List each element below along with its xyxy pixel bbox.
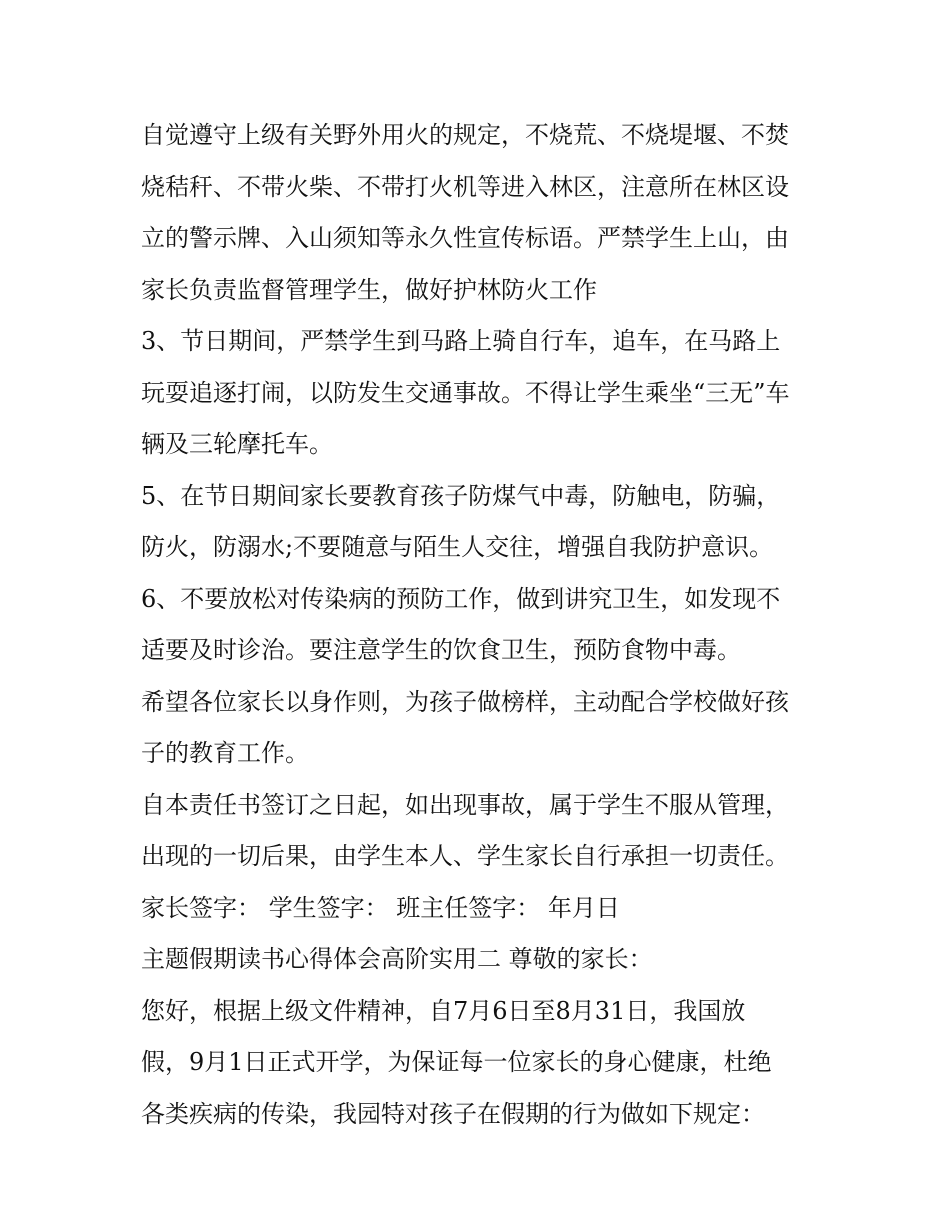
text-line: 自觉遵守上级有关野外用火的规定，不烧荒、不烧堤堰、不焚: [141, 121, 789, 149]
text-line: 各类疾病的传染，我园特对孩子在假期的行为做如下规定：: [141, 1099, 765, 1128]
text-line: 辆及三轮摩托车。: [141, 430, 333, 458]
section-heading: 主题假期读书心得体会高阶实用二 尊敬的家长：: [141, 945, 653, 973]
text-line: 烧秸秆、不带火柴、不带打火机等进入林区，注意所在林区设: [141, 172, 789, 201]
text-line: 3、节日期间，严禁学生到马路上骑自行车，追车，在马路上: [141, 327, 781, 355]
text-line: 自本责任书签订之日起，如出现事故，属于学生不服从管理，: [141, 790, 789, 819]
text-line: 家长负责监督管理学生，做好护林防火工作: [141, 275, 597, 304]
text-line: 希望各位家长以身作则，为孩子做榜样，主动配合学校做好孩: [141, 687, 789, 716]
text-line: 6、不要放松对传染病的预防工作，做到讲究卫生，如发现不: [141, 584, 781, 613]
text-line: 子的教育工作。: [141, 739, 309, 767]
text-line: 玩耍追逐打闹，以防发生交通事故。不得让学生乘坐“三无”车: [141, 378, 790, 407]
text-line: 出现的一切后果，由学生本人、学生家长自行承担一切责任。: [141, 842, 789, 870]
text-line: 假，9月1日正式开学，为保证每一位家长的身心健康，杜绝: [141, 1048, 772, 1076]
text-line: 防火，防溺水;不要随意与陌生人交往，增强自我防护意识。: [141, 533, 774, 561]
signature-line: 家长签字： 学生签字： 班主任签字： 年月日: [141, 893, 620, 922]
text-line: 5、在节日期间家长要教育孩子防煤气中毒，防触电，防骗，: [141, 481, 781, 510]
document-body: [141, 110, 821, 1140]
text-line: 适要及时诊治。要注意学生的饮食卫生，预防食物中毒。: [141, 636, 741, 664]
text-line: 立的警示牌、入山须知等永久性宣传标语。严禁学生上山，由: [141, 224, 789, 252]
text-line: 您好，根据上级文件精神，自7月6日至8月31日，我国放: [141, 996, 746, 1025]
